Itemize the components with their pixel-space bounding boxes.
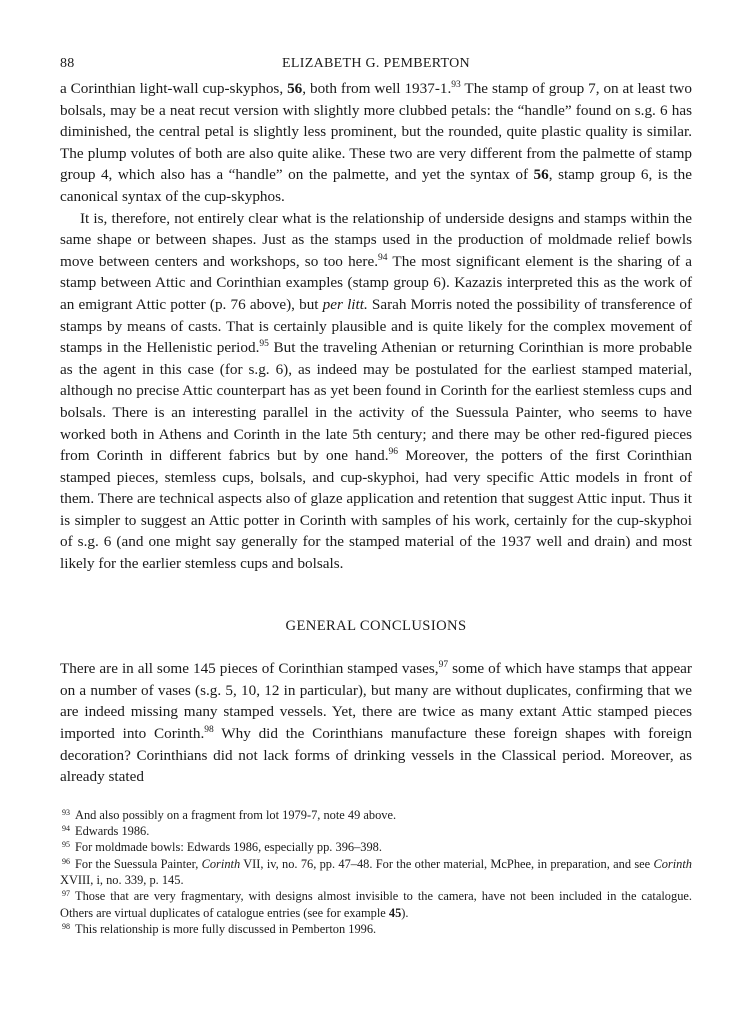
footnote-98 bbox=[60, 921, 692, 937]
footnote-text: VII, iv, no. 76, pp. 47–48. For the other material, McPhee, in preparation, and see bbox=[240, 856, 654, 871]
section-heading: GENERAL CONCLUSIONS bbox=[285, 617, 467, 634]
footnotes bbox=[60, 807, 692, 937]
catalogue-ref: 45 bbox=[388, 905, 402, 920]
footnote-number: 93 bbox=[62, 807, 70, 817]
text-run: There are in all some 145 pieces of Corinthian stamped vases, bbox=[60, 660, 439, 678]
footnote-text: Those that are very fragmentary, with designs almost invisible to the camera, have not been included in the catalogue. Others are virtual duplicates of catalogue entries (see for example bbox=[60, 889, 692, 920]
footnote-93 bbox=[60, 807, 692, 823]
footnote-ref: 97 bbox=[438, 660, 449, 671]
text-run: Sarah Morris noted the possibility of transference of stamps by means of casts. That is certainly plausible and is quite likely for the complex movement of stamps in the Hellenistic period. bbox=[60, 295, 692, 357]
text-run: The most significant element is the sharing of a stamp between Attic and Corinthian examples (stamp group 6). Kazazis interpreted this as the work of an emigrant Attic potter (p. 76 above), but bbox=[60, 252, 692, 313]
footnote-ref: 95 bbox=[259, 339, 269, 350]
footnote-number: 97 bbox=[62, 889, 70, 899]
footnote-number: 98 bbox=[62, 921, 70, 931]
footnote-94 bbox=[60, 823, 692, 839]
text-run: , both from well 1937-1. bbox=[302, 80, 452, 97]
italic-title: Corinth bbox=[653, 856, 692, 871]
text-run: a Corinthian light-wall cup-skyphos, bbox=[60, 80, 288, 97]
text-run: Why did the Corinthians manufacture these foreign shapes with foreign decoration? Corinthians did not lack forms of drinking vessels in the Classical period. Moreover, as already stated bbox=[60, 725, 692, 786]
footnote-95 bbox=[60, 839, 692, 855]
footnote-text: For the Suessula Painter, bbox=[75, 856, 202, 871]
footnote-number: 96 bbox=[62, 856, 70, 866]
text-run: some of which have stamps that appear on a number of vases (s.g. 5, 10, 12 in particular), but many are without duplicates, confirming that we are indeed missing many stamped vessels. Yet, there are twice as many extant Attic stamped pieces imported into Corinth. bbox=[60, 660, 692, 743]
running-title: ELIZABETH G. PEMBERTON bbox=[282, 56, 470, 71]
paragraph-3 bbox=[60, 658, 692, 788]
footnote-text: This relationship is more fully discussed in Pemberton 1996. bbox=[75, 921, 377, 936]
footnote-text: And also possibly on a fragment from lot 1979-7, note 49 above. bbox=[75, 807, 397, 822]
paragraph-2 bbox=[60, 208, 692, 575]
italic-term: per litt. bbox=[322, 295, 368, 313]
footnote-text: XVIII, i, no. 339, p. 145. bbox=[60, 873, 184, 887]
page bbox=[60, 56, 692, 937]
footnote-96 bbox=[60, 856, 692, 889]
page-number: 88 bbox=[60, 56, 75, 71]
footnote-ref: 98 bbox=[204, 725, 214, 736]
catalogue-ref: 56 bbox=[287, 80, 303, 97]
footnote-97 bbox=[60, 888, 692, 921]
footnote-ref: 94 bbox=[378, 252, 388, 263]
text-run: But the traveling Athenian or returning Corinthian is more probable as the agent in this case (for s.g. 6), as indeed may be postulated for the earliest stamped material, although no precise Attic counterpart has as yet been found in Corinth for the earliest stemless cups and bolsals. There is an interesting parallel in the activity of the Suessula Painter, who seems to have worked both in Athens and Corinth in the late 5th century; and there may be other red-figured pieces from Corinth in different fabrics but by one hand. bbox=[60, 339, 692, 465]
italic-title: Corinth bbox=[201, 856, 241, 871]
footnote-ref: 93 bbox=[451, 80, 461, 90]
text-run: It is, therefore, not entirely clear what is the relationship of underside designs and stamps within the same shape or between shapes. Just as the stamps used in the production of moldmade relief bowls move between centers and workshops, so too here. bbox=[60, 209, 692, 270]
page-header bbox=[60, 56, 692, 78]
footnote-text: Edwards 1986. bbox=[75, 824, 150, 839]
text-run: The stamp of group 7, on at least two bolsals, may be a neat recut version with slightly more clubbed petals: the “handle” found on s.g. 6 has diminished, the central petal is slightly less prominent, but the rounded, quite plastic quality is similar. The plump volutes of both are also quite alike. These two are very different from the palmette of stamp group 4, which also has a “handle” on the palmette, and yet the syntax of bbox=[60, 80, 692, 184]
footnote-number: 94 bbox=[62, 824, 70, 834]
text-run: Moreover, the potters of the first Corinthian stamped pieces, stemless cups, bolsals, and cup-skyphoi, had very specific Attic models in front of them. There are technical aspects also of glaze application and retention that suggest Attic input. Thus it is simpler to suggest an Attic potter in Corinth with samples of his work, certainly for the cup-skyphoi of s.g. 6 (and one might say generally for the stamped material of the 1937 well and drain) and most likely for the earlier stemless cups and bolsals. bbox=[60, 447, 693, 573]
footnote-number: 95 bbox=[62, 840, 70, 850]
body-text bbox=[60, 78, 692, 788]
text-run: , stamp group 6, is the canonical syntax of the cup-skyphos. bbox=[60, 166, 692, 205]
footnote-text: ). bbox=[401, 905, 409, 920]
catalogue-ref: 56 bbox=[533, 166, 549, 184]
footnote-text: For moldmade bowls: Edwards 1986, especially pp. 396–398. bbox=[75, 840, 382, 855]
footnote-ref: 96 bbox=[388, 447, 399, 458]
paragraph-1 bbox=[60, 78, 692, 208]
